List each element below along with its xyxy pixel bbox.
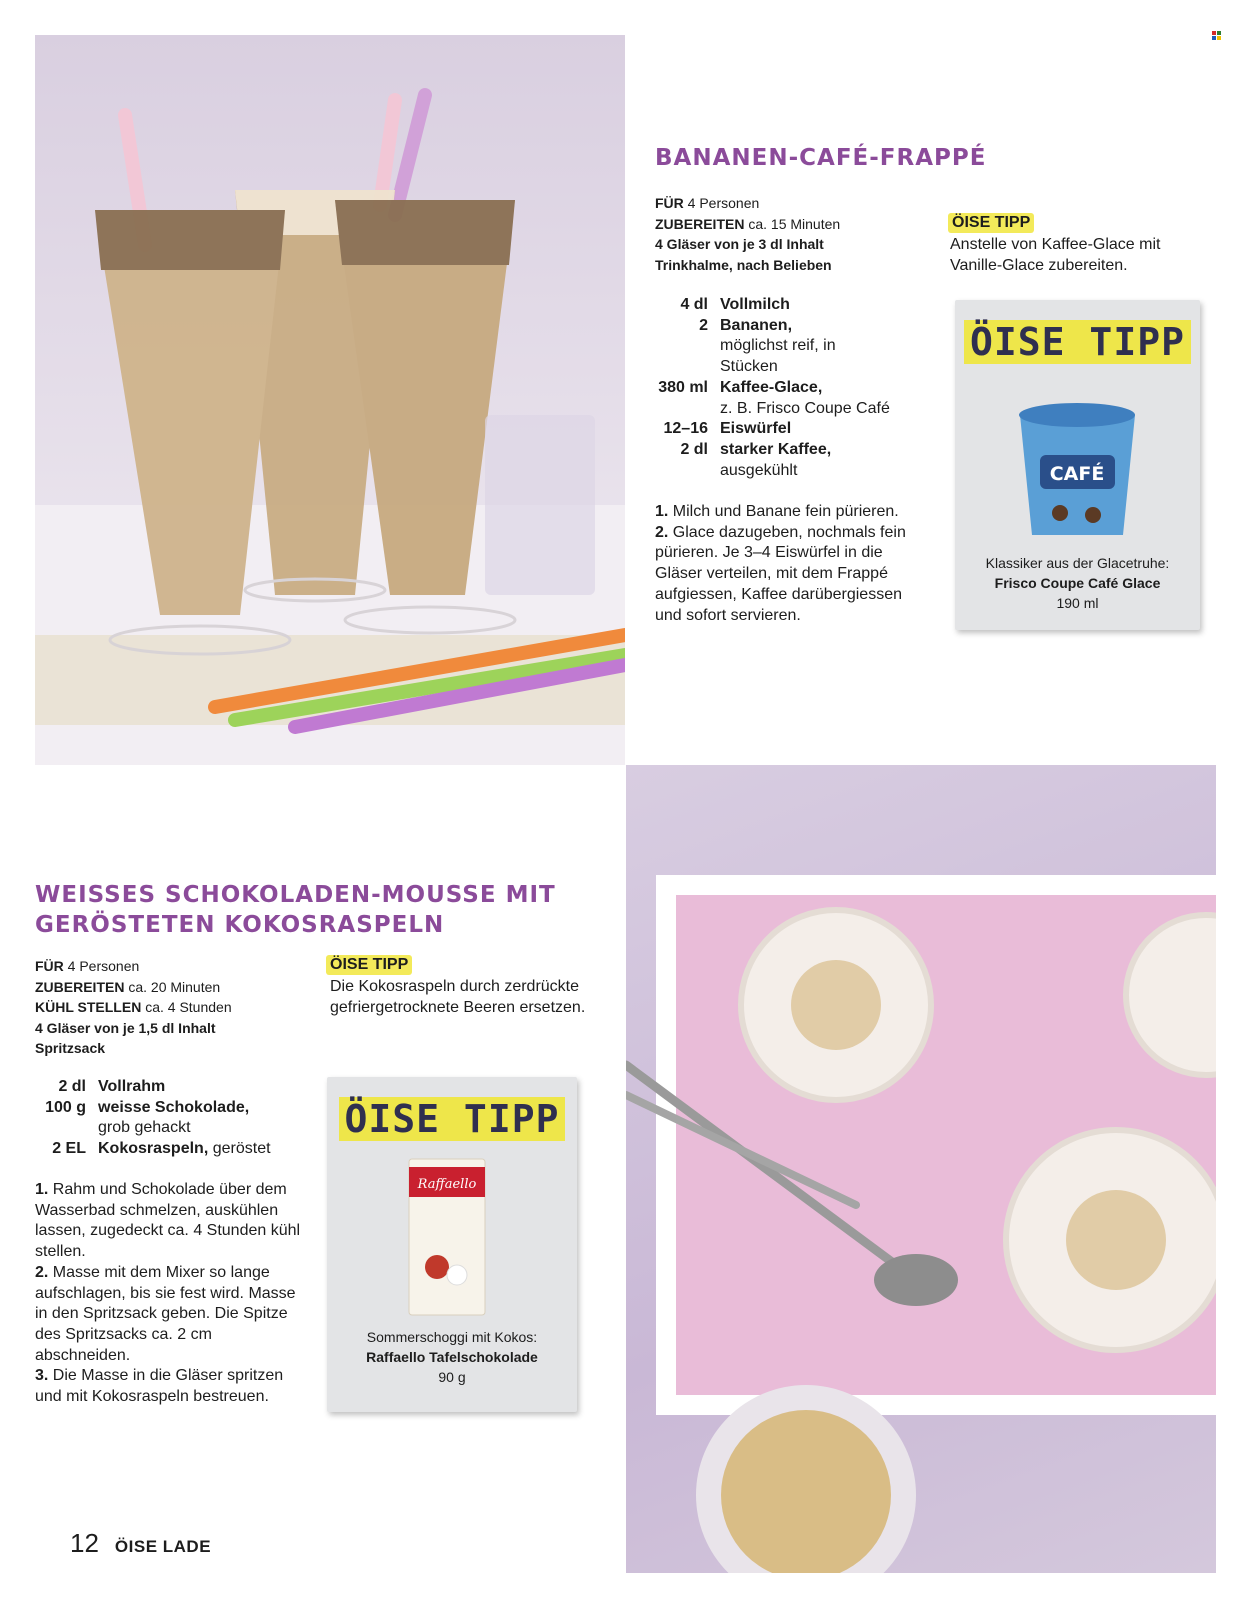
ingredient-row: 12–16 Eiswürfel xyxy=(663,420,792,438)
step: 1. Milch und Banane fein pürieren. xyxy=(655,503,899,520)
step: 3. Die Masse in die Gläser spritzen und mit Kokosraspeln bestreuen. xyxy=(35,1367,284,1406)
ingredient-row: 4 dl Vollmilch xyxy=(680,296,790,313)
frappe-tip-card xyxy=(955,300,1200,630)
meta-row: Trinkhalme, nach Belieben xyxy=(655,256,832,273)
card-headline: ÖISE TIPP xyxy=(327,1097,577,1141)
mousse-ingredients xyxy=(18,1077,328,1160)
step: 1. Rahm und Schokolade über dem Wasserbad schmelzen, auskühlen lassen, zugedeckt ca. 4 Stunden kühl stellen. xyxy=(35,1181,301,1261)
card-headline: ÖISE TIPP xyxy=(955,320,1200,364)
mousse-tip-text: Die Kokosraspeln durch zerdrückte gefriergetrocknete Beeren ersetzen. xyxy=(330,978,586,1016)
ingredient-row: 380 ml Kaffee-Glace, z. B. Frisco Coupe Café xyxy=(658,378,890,417)
ingredient-row: 2 dl starker Kaffee, ausgekühlt xyxy=(680,440,832,479)
mousse-tip-label: ÖISE TIPP xyxy=(326,955,412,975)
product-label: Raffaello xyxy=(417,1177,477,1192)
frappe-tip-text: Anstelle von Kaffee-Glace mit Vanille-Glace zubereiten. xyxy=(950,236,1161,274)
frappe-photo xyxy=(35,35,625,765)
mousse-tip-card xyxy=(327,1077,577,1412)
frappe-ingredients xyxy=(640,295,920,481)
meta-row: ZUBEREITEN ca. 20 Minuten xyxy=(35,978,221,995)
product-label: CAFÉ xyxy=(1049,463,1105,485)
frappe-title: BANANEN-CAFÉ-FRAPPÉ xyxy=(655,145,987,171)
meta-row: 4 Gläser von je 3 dl Inhalt xyxy=(655,236,824,252)
meta-row: FÜR 4 Personen xyxy=(655,195,760,211)
card-caption: Klassiker aus der Glacetruhe: Frisco Coupe Café Glace 190 ml xyxy=(985,555,1170,611)
card-caption: Sommerschoggi mit Kokos: Raffaello Tafelschokolade 90 g xyxy=(366,1329,538,1385)
page-number: 12 xyxy=(70,1528,99,1558)
frappe-meta xyxy=(655,193,840,275)
mousse-photo xyxy=(626,765,1216,1573)
mousse-illustration xyxy=(626,765,1216,1573)
ingredient-row: 2 Bananen, möglichst reif, in Stücken xyxy=(699,316,836,376)
ingredient-row: 100 g weisse Schokolade, grob gehackt xyxy=(45,1098,250,1137)
ice-cream-cup-image xyxy=(1015,395,1140,540)
ingredient-row: 2 dl Vollrahm xyxy=(58,1078,166,1095)
chocolate-bar-image xyxy=(407,1157,487,1317)
mousse-steps xyxy=(35,1180,310,1408)
frappe-steps xyxy=(655,502,925,626)
ingredient-row: 2 EL Kokosraspeln, geröstet xyxy=(52,1140,271,1158)
meta-row: Spritzsack xyxy=(35,1040,106,1056)
brand-name: ÖISE LADE xyxy=(114,1537,212,1556)
corner-logo-icon xyxy=(1212,31,1221,40)
meta-row: KÜHL STELLEN ca. 4 Stunden xyxy=(35,999,232,1015)
mousse-meta xyxy=(35,956,232,1059)
meta-row: FÜR 4 Personen xyxy=(35,958,140,974)
step: 2. Glace dazugeben, nochmals fein pürieren. Je 3–4 Eiswürfel in die Gläser verteilen, mit dem Frappé aufgiessen, Kaffee darübergiessen und sofort servieren. xyxy=(655,523,906,624)
meta-row: ZUBEREITEN ca. 15 Minuten xyxy=(655,215,841,232)
mousse-title: WEISSES SCHOKOLADEN-MOUSSE MIT GERÖSTETEN KOKOSRASPELN xyxy=(35,882,556,938)
frappe-illustration xyxy=(35,35,625,765)
step: 2. Masse mit dem Mixer so lange aufschlagen, bis sie fest wird. Masse in den Spritzsack geben. Die Spitze des Spritzsacks ca. 2 cm abschneiden. xyxy=(35,1263,296,1364)
page-footer xyxy=(70,1528,211,1559)
meta-row: 4 Gläser von je 1,5 dl Inhalt xyxy=(35,1019,216,1036)
frappe-tip-label: ÖISE TIPP xyxy=(948,213,1034,233)
